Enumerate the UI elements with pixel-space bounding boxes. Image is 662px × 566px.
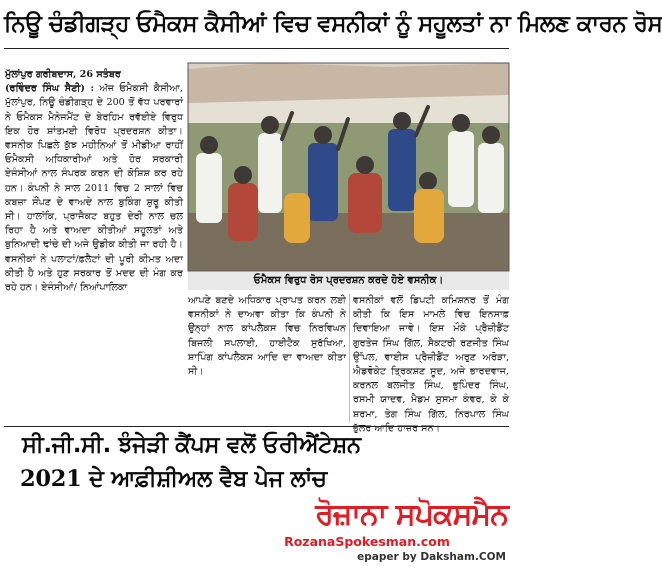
left-column [5, 68, 183, 424]
photo-caption: ਓਮੈਕਸ ਵਿਰੁਧ ਰੋਸ ਪ੍ਰਦਰਸ਼ਨ ਕਰਦੇ ਹੋਏ ਵਸਨੀਕ। [188, 272, 509, 290]
website-text: RozanaSpokesman.com [284, 534, 450, 549]
section-rule [4, 426, 509, 427]
main-headline: ਨਿਊ ਚੰਡੀਗੜ੍ਹ ਓਮੈਕਸ ਕੈਸੀਆਂ ਵਿਚ ਵਸਨੀਕਾਂ ਨੂੰ ਸਹੂਲਤਾਂ ਨਾ ਮਿਲਣ ਕਾਰਨ ਰੋਸ [4, 11, 662, 37]
left-column-text: ਅੱਜ ਓਮੈਕਸੀ ਕੈਸੀਆ, ਮੁੱਲਾਂਪੁਰ, ਨਿਊ ਚੰਡੀਗੜ੍ਹ ਦੇ 200 ਤੋਂ ਵੱਧ ਪਰਵਾਰਾਂ ਨੇ ਓਮੈਕਸ ਮੈਨੇਜਮੈਂਟ ਦੇ ਬੇਰਹਿਮ ਰਵੱਈਏ ਵਿਰੁਧ ਇਕ ਹੋਰ ਸ਼ਾਂਤਮਈ ਵਿਰੋਧ ਪ੍ਰਦਰਸ਼ਨ ਕੀਤਾ। ਵਸਨੀਕ ਪਿਛਲੇ ਕੁੱਝ ਮਹੀਨਿਆਂ ਤੋਂ ਮੀਡੀਆ ਰਾਹੀਂ ਓਮੈਕਸੀ ਅਧਿਕਾਰੀਆਂ ਅਤੇ ਹੋਰ ਸਰਕਾਰੀ ਏਜੰਸੀਆਂ ਨਾਲ ਸੰਪਰਕ ਕਰਨ ਦੀ ਕੋਸ਼ਿਸ਼ ਕਰ ਰਹੇ ਹਨ। ਕੰਪਨੀ ਨੇ ਸਾਲ 2011 ਵਿਚ 2 ਸਾਲਾਂ ਵਿਚ ਕਬਜ਼ਾ ਸੌਂਪਣ ਦੇ ਵਾਅਦੇ ਨਾਲ ਬੁਕਿੰਗ ਸ਼ੁਰੂ ਕੀਤੀ ਸੀ। ਹਾਲਾਂਕਿ, ਪ੍ਰਾਜੈਕਟ ਬਹੁਤ ਦੇਰੀ ਨਾਲ ਚਲ ਰਿਹਾ ਹੈ ਅਤੇ ਵਾਅਦਾ ਕੀਤੀਆਂ ਸਹੂਲਤਾਂ ਅਤੇ ਬੁਨਿਆਦੀ ਢਾਂਚੇ ਦੀ ਅਜੇ ਉਡੀਕ ਕੀਤੀ ਜਾ ਰਹੀ ਹੈ। ਵਸਨੀਕਾਂ ਨੇ ਪਲਾਟਾਂ/ਫ਼ਲੈਟਾਂ ਦੀ ਪੂਰੀ ਕੀਮਤ ਅਦਾ ਕੀਤੀ ਹੈ ਅਤੇ ਹੁਣ ਸਰਕਾਰ ਤੋਂ ਮਦਦ ਦੀ ਮੰਗ ਕਰ ਰਹੇ ਹਨ। ਏਜੰਸੀਆਂ/ ਨਿਆਂਪਾਲਿਕਾ [5, 83, 183, 294]
byline: (ਰਵਿੰਦਰ ਸਿੰਘ ਸੈਣੀ) : [5, 83, 95, 95]
epaper-credit: epaper by Daksham.COM [357, 551, 506, 563]
second-headline-line2: 2021 ਦੇ ਆਫ਼ੀਸ਼ੀਅਲ ਵੈਬ ਪੇਜ ਲਾਂਚ [20, 466, 327, 492]
middle-column-text: ਆਪਣੇ ਬਣਦੇ ਅਧਿਕਾਰ ਪ੍ਰਾਪਤ ਕਰਨ ਲਈ ਵਸਨੀਕਾਂ ਨੇ ਦਾਅਵਾ ਕੀਤਾ ਕਿ ਕੰਪਨੀ ਨੇ ਉਨ੍ਹਾਂ ਨਾਲ ਕਾਂਪਲੈਕਸ ਵਿਚ ਨਿਰਵਿਘਨ ਬਿਜਲੀ ਸਪਲਾਈ, ਹਾਈਟੈਕ ਸੁਰੱਖਿਆ, ਸ਼ਾਪਿੰਗ ਕਾਂਪਲੈਕਸ ਆਦਿ ਦਾ ਵਾਅਦਾ ਕੀਤਾ ਸੀ। [188, 295, 346, 378]
second-headline-line1: ਸੀ.ਜੀ.ਸੀ. ਝੰਜੇੜੀ ਕੈਂਪਸ ਵਲੋਂ ਓਰੀਐਂਟੇਸ਼ਨ [22, 432, 361, 458]
column-divider [349, 294, 350, 422]
dateline: ਮੁੱਲਾਂਪੁਰ ਗਰੀਬਦਾਸ, 26 ਸਤੰਬਰ [5, 69, 121, 80]
right-column-text: ਵਸਨੀਕਾਂ ਵਲੋਂ ਡਿਪਟੀ ਕਮਿਸ਼ਨਰ ਤੋਂ ਮੰਗ ਕੀਤੀ ਕਿ ਇਸ ਮਾਮਲੇ ਵਿਚ ਇਨਸਾਫ਼ ਦਿਵਾਇਆ ਜਾਵੇ। ਇਸ ਮੌਕੇ ਪ੍ਰੈਜ਼ੀਡੈਂਟ ਗੁਰਤੇਜ ਸਿੰਘ ਗਿੱਲ, ਸੈਕਟਰੀ ਰਣਜੀਤ ਸਿੰਘ ਉੱਪਲ, ਵਾਈਸ ਪ੍ਰੈਜ਼ੀਡੈਂਟ ਅਰੁਣ ਅਰੋੜਾ, ਐਡਵੋਕੇਟ ਤ੍ਰਿਕਸ਼ਣ ਸੂਦ, ਅਜੇ ਭਾਰਦਵਾਜ, ਕਰਨਲ ਬਲਜੀਤ ਸਿੰਘ, ਭੁਪਿੰਦਰ ਸਿੰਘ, ਰਸਮੀ ਯਾਦਵ, ਮੈਡਮ ਸੁਸਮਾ ਕੰਵਰ, ਕੇ ਕੇ ਸ਼ਰਮਾ, ਤੇਗ ਸਿੰਘ ਗਿੱਲ, ਨਿਰਪਾਲ ਸਿੰਘ ਭੁੱਲਰ ਆਦਿ ਹਾਜ਼ਰ ਸਨ। [353, 295, 509, 434]
brand-logo: ਰੋਜ਼ਾਨਾ ਸਪੋਕਸਮੈਨ [315, 497, 508, 532]
headline-rule [4, 48, 509, 49]
right-column [353, 294, 509, 434]
protest-photo [188, 63, 509, 271]
middle-column [188, 294, 346, 424]
